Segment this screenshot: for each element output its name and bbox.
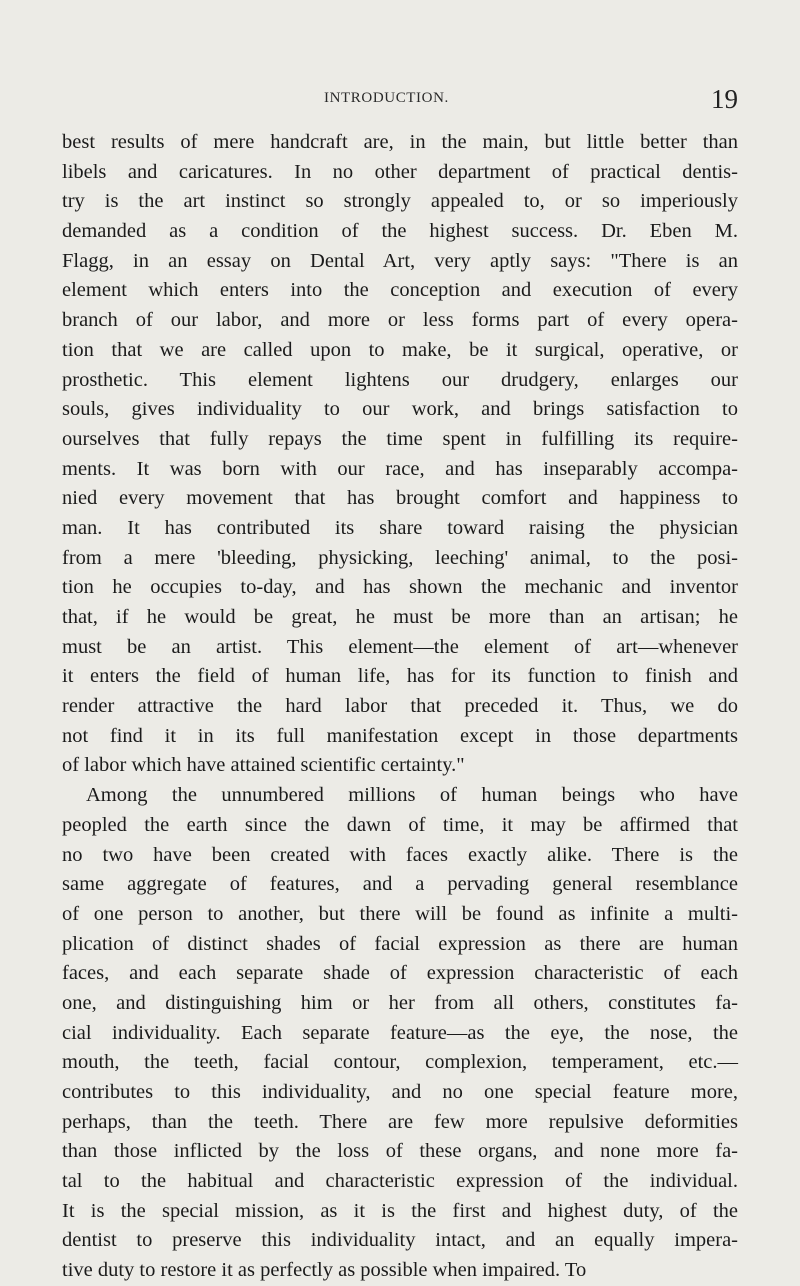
text-line: same aggregate of features, and a pervading general resemblance [62, 873, 738, 896]
text-line: not find it in its full manifestation except in those departments [62, 724, 738, 747]
text-line: nied every movement that has brought comfort and happiness to [62, 487, 738, 510]
text-line: of one person to another, but there will be found as infinite a multi- [62, 902, 738, 925]
text-line: tal to the habitual and characteristic expression of the individual. [62, 1170, 738, 1193]
text-line: It is the special mission, as it is the first and highest duty, of the [62, 1199, 738, 1222]
text-line: souls, gives individuality to our work, and brings satisfaction to [62, 398, 738, 421]
text-line: that, if he would be great, he must be more than an artisan; he [62, 606, 738, 628]
text-line: try is the art instinct so strongly appealed to, or so imperiously [62, 190, 738, 213]
text-line: libels and caricatures. In no other department of practical dentis- [62, 160, 738, 183]
text-line: plication of distinct shades of facial expression as there are human [62, 932, 738, 955]
text-line: tion he occupies to-day, and has shown the mechanic and inventor [62, 576, 738, 599]
text-line: peopled the earth since the dawn of time, it may be affirmed that [62, 813, 738, 836]
text-line: Flagg, in an essay on Dental Art, very aptly says: "There is an [62, 249, 738, 272]
text-line: from a mere 'bleeding, physicking, leeching' animal, to the posi- [62, 546, 738, 569]
text-line: mouth, the teeth, facial contour, complexion, temperament, etc.— [62, 1051, 738, 1074]
text-line: ourselves that fully repays the time spent in fulfilling its require- [62, 427, 738, 450]
paragraph-end-line: of labor which have attained scientific certainty." [62, 754, 465, 777]
page-header [62, 84, 738, 118]
text-line: element which enters into the conception and execution of every [62, 279, 738, 302]
text-line: demanded as a condition of the highest success. Dr. Eben M. [62, 220, 738, 243]
text-line: ments. It was born with our race, and has inseparably accompa- [62, 457, 738, 480]
text-line: prosthetic. This element lightens our drudgery, enlarges our [62, 368, 738, 391]
text-line: faces, and each separate shade of expression characteristic of each [62, 962, 738, 985]
text-line: no two have been created with faces exactly alike. There is the [62, 843, 738, 866]
text-line: man. It has contributed its share toward raising the physician [62, 516, 738, 539]
text-line: cial individuality. Each separate feature—as the eye, the nose, the [62, 1021, 738, 1044]
text-line: perhaps, than the teeth. There are few more repulsive deformities [62, 1110, 738, 1133]
text-line: tion that we are called upon to make, be it surgical, operative, or [62, 338, 738, 361]
body-text [62, 128, 738, 1286]
text-line: contributes to this individuality, and no one special feature more, [62, 1081, 738, 1103]
running-head: INTRODUCTION. [324, 90, 449, 106]
text-line: branch of our labor, and more or less forms part of every opera- [62, 309, 738, 332]
page-number: 19 [711, 84, 738, 114]
text-line: than those inflicted by the loss of these organs, and none more fa- [62, 1140, 738, 1163]
text-line: tive duty to restore it as perfectly as possible when impaired. To [62, 1259, 587, 1282]
text-line: best results of mere handcraft are, in the main, but little better than [62, 131, 738, 153]
text-line: render attractive the hard labor that preceded it. Thus, we do [62, 695, 738, 718]
text-line: must be an artist. This element—the element of art—whenever [62, 635, 738, 658]
paragraph-start-line: Among the unnumbered millions of human beings who have [86, 784, 738, 807]
text-line: it enters the field of human life, has for its function to finish and [62, 665, 738, 688]
text-line: one, and distinguishing him or her from all others, constitutes fa- [62, 991, 738, 1014]
text-line: dentist to preserve this individuality intact, and an equally impera- [62, 1229, 738, 1252]
